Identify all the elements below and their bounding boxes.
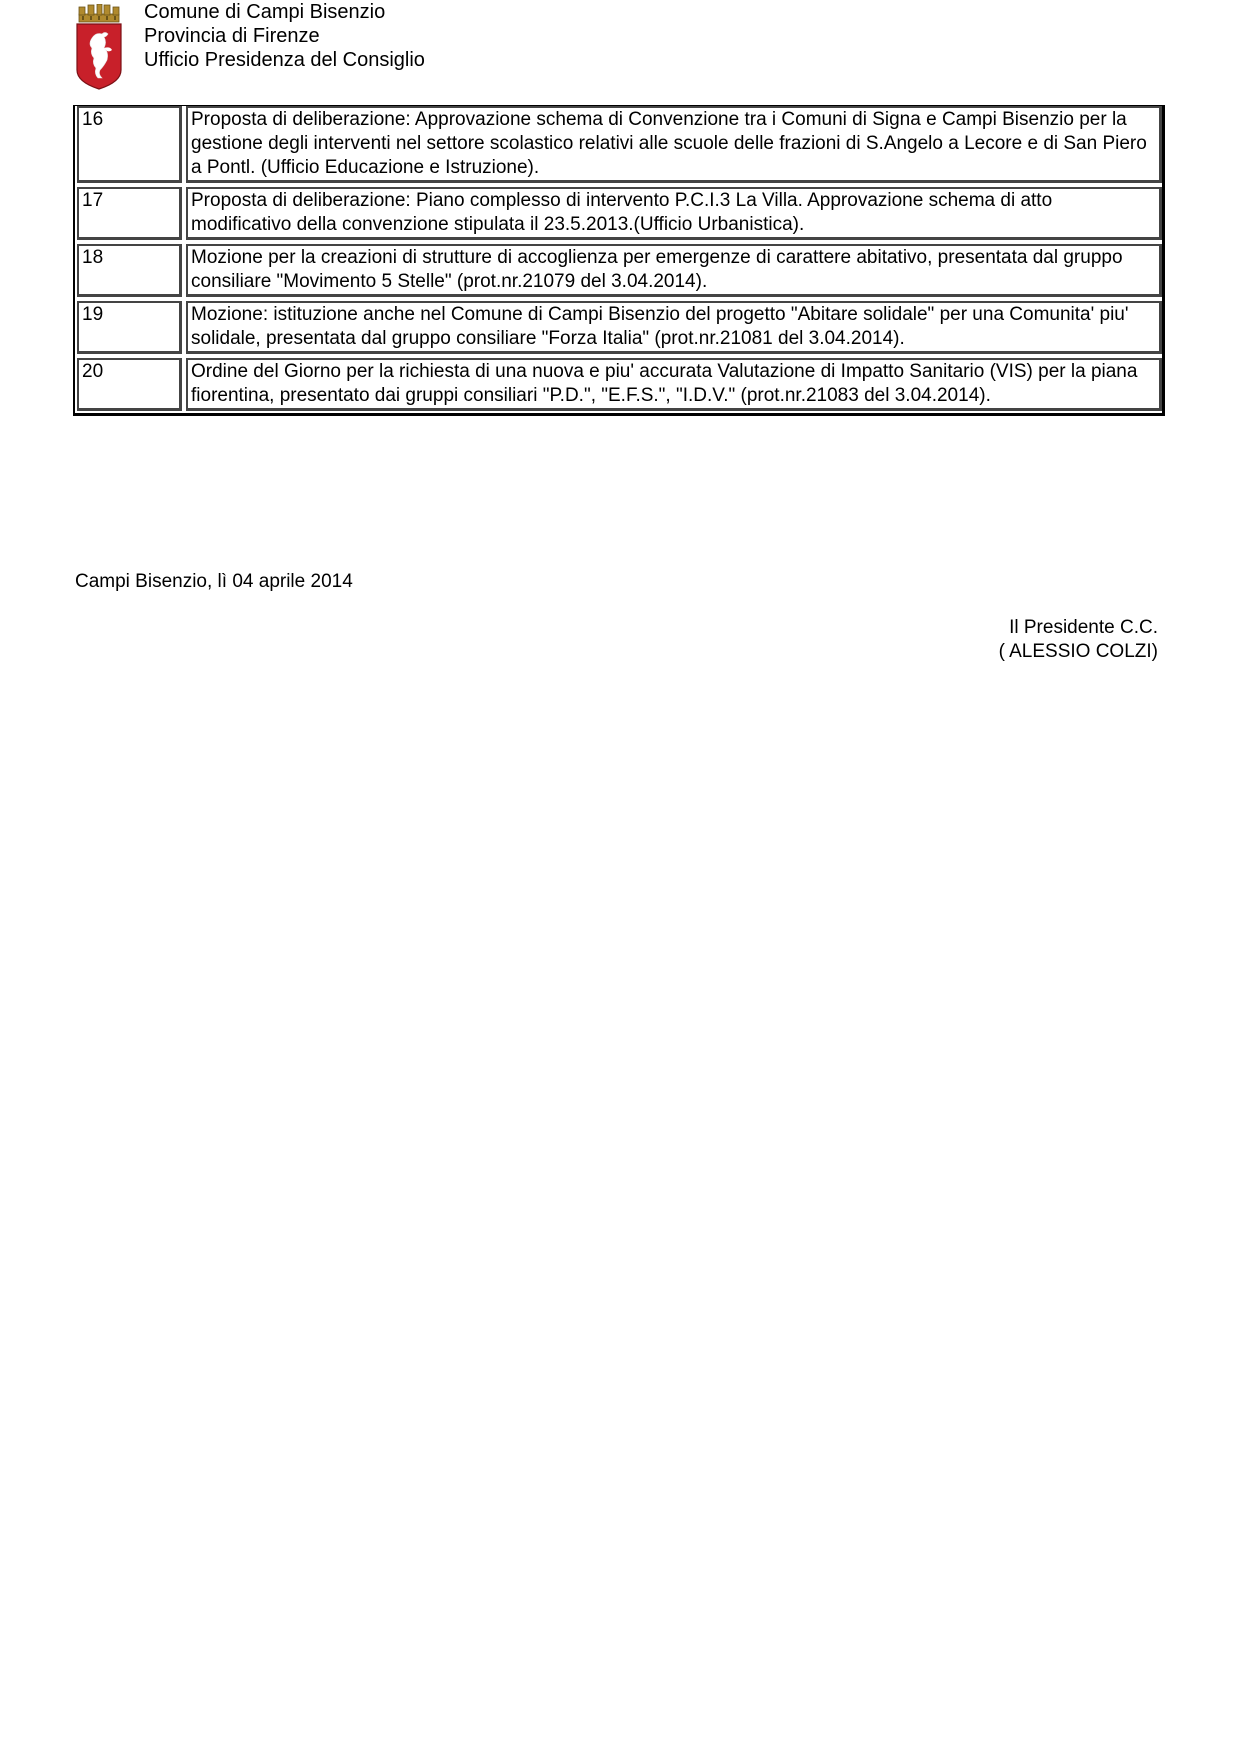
signature-name: ( ALESSIO COLZI) bbox=[998, 641, 1158, 662]
agenda-item-number: 17 bbox=[77, 187, 182, 240]
agenda-item-number: 16 bbox=[77, 106, 182, 183]
agenda-item-number: 20 bbox=[77, 358, 182, 411]
agenda-item-number: 19 bbox=[77, 301, 182, 354]
signature-title: Il Presidente C.C. bbox=[1009, 617, 1158, 638]
province-name: Provincia di Firenze bbox=[144, 25, 320, 47]
office-name: Ufficio Presidenza del Consiglio bbox=[144, 49, 425, 71]
agenda-row bbox=[77, 106, 1162, 183]
letterhead bbox=[144, 0, 425, 72]
signature-block bbox=[999, 616, 1158, 664]
place-and-date: Campi Bisenzio, lì 04 aprile 2014 bbox=[75, 571, 353, 592]
agenda-item-text: Mozione per la creazioni di strutture di accoglienza per emergenze di carattere abitativo, presentata dal gruppo consiliare "Movimento 5 Stelle" (prot.nr.21079 del 3.04.2014). bbox=[186, 244, 1162, 297]
agenda-row bbox=[77, 244, 1162, 297]
agenda-item-text: Ordine del Giorno per la richiesta di una nuova e piu' accurata Valutazione di Impatto Sanitario (VIS) per la piana fiorentina, presentato dai gruppi consiliari "P.D.", "E.F.S.", "I.D.V." (prot.nr.21083 del 3.04.2014). bbox=[186, 358, 1162, 411]
agenda-table bbox=[73, 105, 1165, 416]
agenda-row bbox=[77, 301, 1162, 354]
agenda-item-text: Proposta di deliberazione: Approvazione schema di Convenzione tra i Comuni di Signa e Campi Bisenzio per la gestione degli interventi nel settore scolastico relativi alle scuole delle frazioni di S.Angelo a Lecore e di San Piero a Pontl. (Ufficio Educazione e Istruzione). bbox=[186, 106, 1162, 183]
agenda-item-number: 18 bbox=[77, 244, 182, 297]
municipality-name: Comune di Campi Bisenzio bbox=[144, 1, 386, 23]
coat-of-arms-icon bbox=[74, 4, 124, 90]
agenda-row bbox=[77, 187, 1162, 240]
agenda-item-text: Proposta di deliberazione: Piano complesso di intervento P.C.I.3 La Villa. Approvazione schema di atto modificativo della convenzione stipulata il 23.5.2013.(Ufficio Urbanistica). bbox=[186, 187, 1162, 240]
agenda-row bbox=[77, 358, 1162, 411]
agenda-item-text: Mozione: istituzione anche nel Comune di Campi Bisenzio del progetto "Abitare solidale" per una Comunita' piu' solidale, presentata dal gruppo consiliare "Forza Italia" (prot.nr.21081 del 3.04.2014). bbox=[186, 301, 1162, 354]
